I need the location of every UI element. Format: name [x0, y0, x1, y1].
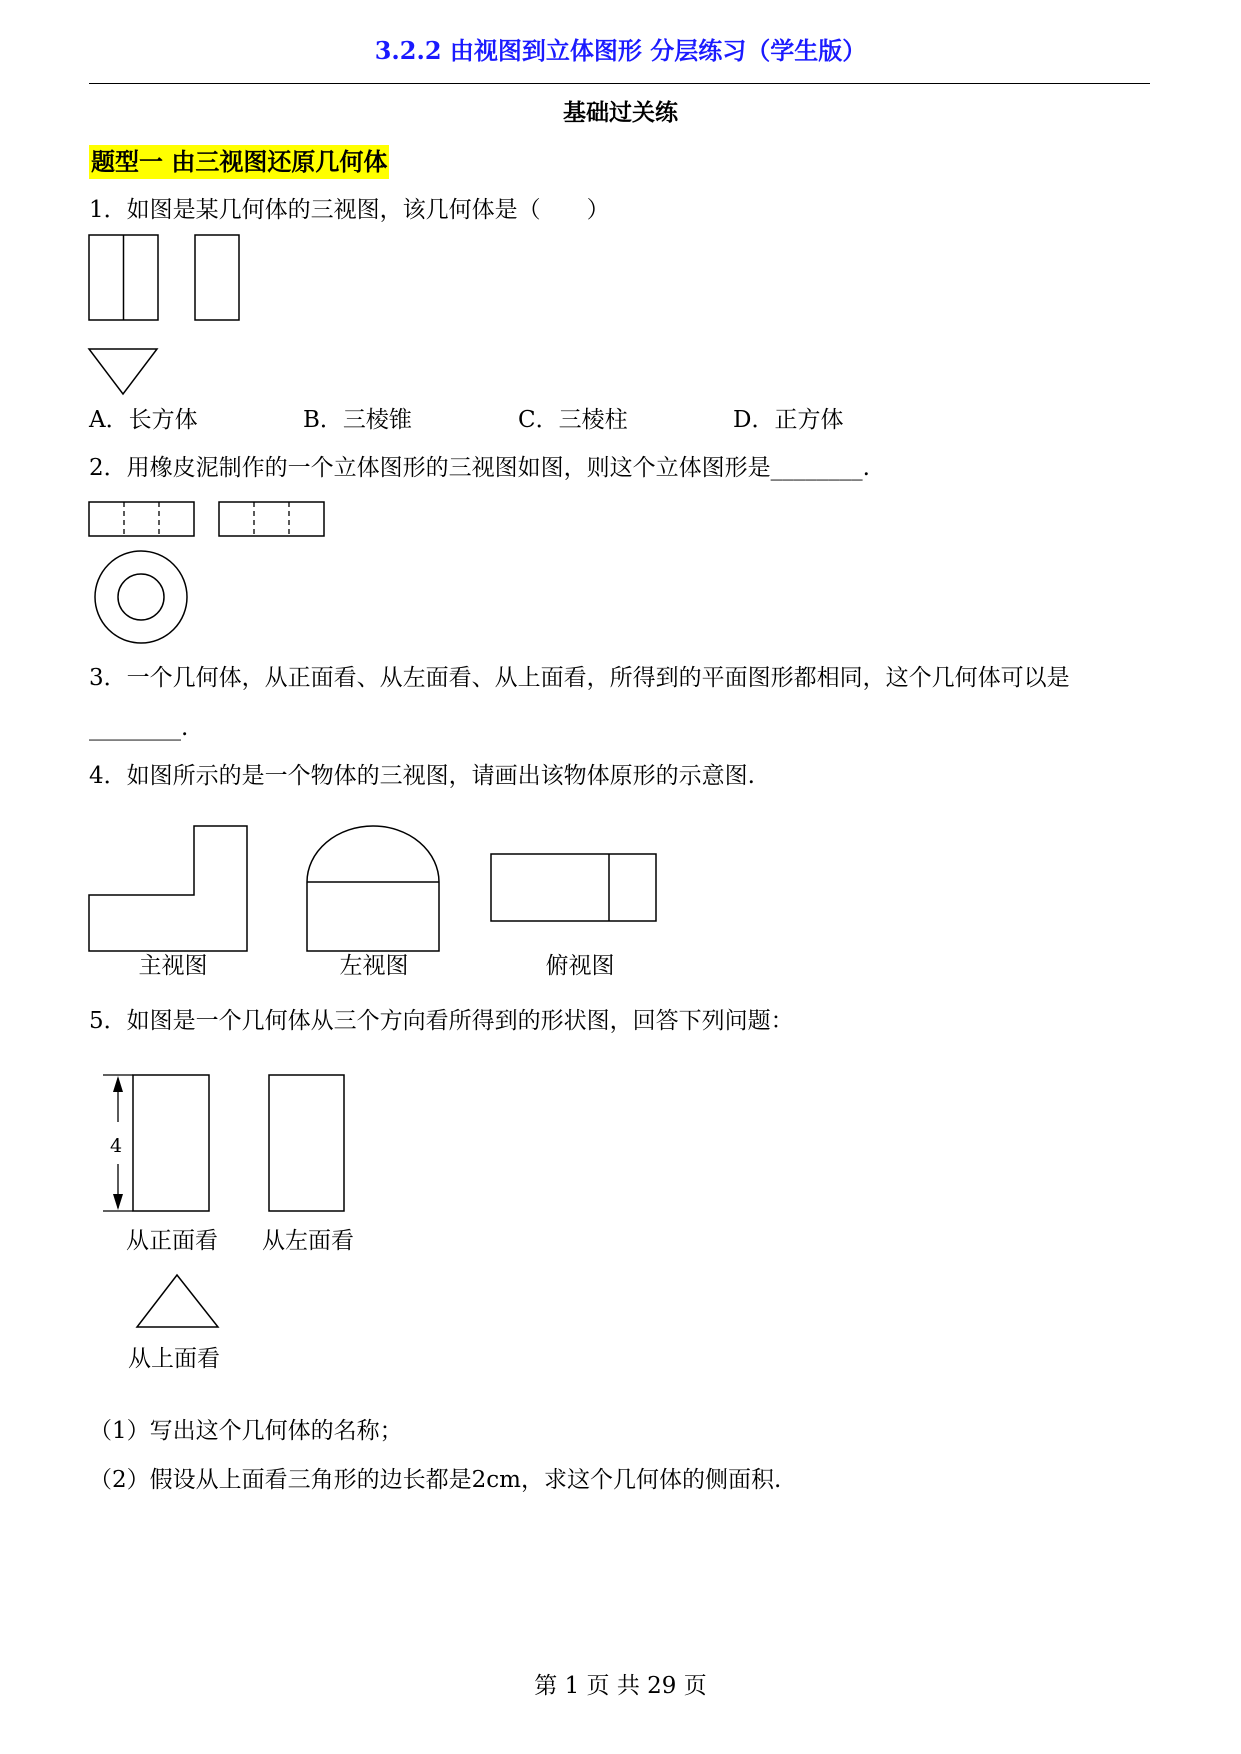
- q5-side-view: [269, 1075, 344, 1211]
- q5-label-front: 从正面看: [126, 1228, 218, 1254]
- q5-subquestion-1: （1）写出这个几何体的名称；: [89, 1418, 403, 1444]
- question-type-heading: 题型一 由三视图还原几何体: [89, 145, 389, 179]
- q2-top-view-outer-circle: [95, 551, 187, 643]
- q5-subquestion-2: （2）假设从上面看三角形的边长都是2cm，求这个几何体的侧面积.: [89, 1467, 782, 1493]
- q5-three-view-figure: [100, 1070, 360, 1360]
- q4-top-view: [491, 854, 656, 921]
- question-5-text: 5．如图是一个几何体从三个方向看所得到的形状图，回答下列问题：: [89, 1008, 794, 1034]
- q1-top-view-triangle: [89, 349, 157, 394]
- q5-label-top: 从上面看: [128, 1346, 220, 1372]
- page-footer: 第 1 页 共 29 页: [534, 1673, 707, 1699]
- q2-three-view-figure: [88, 500, 328, 650]
- q4-three-view-figure: [88, 824, 668, 954]
- q5-label-left: 从左面看: [262, 1228, 354, 1254]
- header-rule: [89, 83, 1150, 84]
- question-1-text: 1．如图是某几何体的三视图，该几何体是（ ）: [89, 197, 610, 223]
- q1-option-c: C．三棱柱: [518, 407, 628, 433]
- q1-side-view: [195, 235, 239, 320]
- q2-top-view-inner-circle: [118, 574, 164, 620]
- q1-option-b: B．三棱锥: [303, 407, 412, 433]
- q5-dimension-label: 4: [110, 1135, 123, 1157]
- q4-front-view-l-shape: [89, 826, 247, 951]
- question-3-line1: 3．一个几何体，从正面看、从左面看、从上面看，所得到的平面图形都相同，这个几何体可以是: [89, 665, 1070, 691]
- q5-top-view-triangle: [137, 1275, 218, 1327]
- q2-front-view: [89, 502, 194, 536]
- q4-side-view-dome: [307, 826, 439, 951]
- question-2-text: 2．用橡皮泥制作的一个立体图形的三视图如图，则这个立体图形是________.: [89, 455, 870, 481]
- q1-three-view-figure: [88, 234, 258, 404]
- q4-label-side-view: 左视图: [339, 953, 409, 979]
- question-3-line2: ________.: [89, 715, 189, 741]
- section-title: 基础过关练: [563, 99, 678, 126]
- q4-label-top-view: 俯视图: [545, 953, 615, 979]
- q4-label-front-view: 主视图: [138, 953, 208, 979]
- q2-side-view: [219, 502, 324, 536]
- q5-front-view: [133, 1075, 209, 1211]
- document-title: 3.2.2 由视图到立体图形 分层练习（学生版）: [374, 36, 867, 65]
- question-4-text: 4．如图所示的是一个物体的三视图，请画出该物体原形的示意图.: [89, 763, 755, 789]
- q1-option-d: D．正方体: [733, 407, 844, 433]
- q1-option-a: A．长方体: [89, 407, 198, 433]
